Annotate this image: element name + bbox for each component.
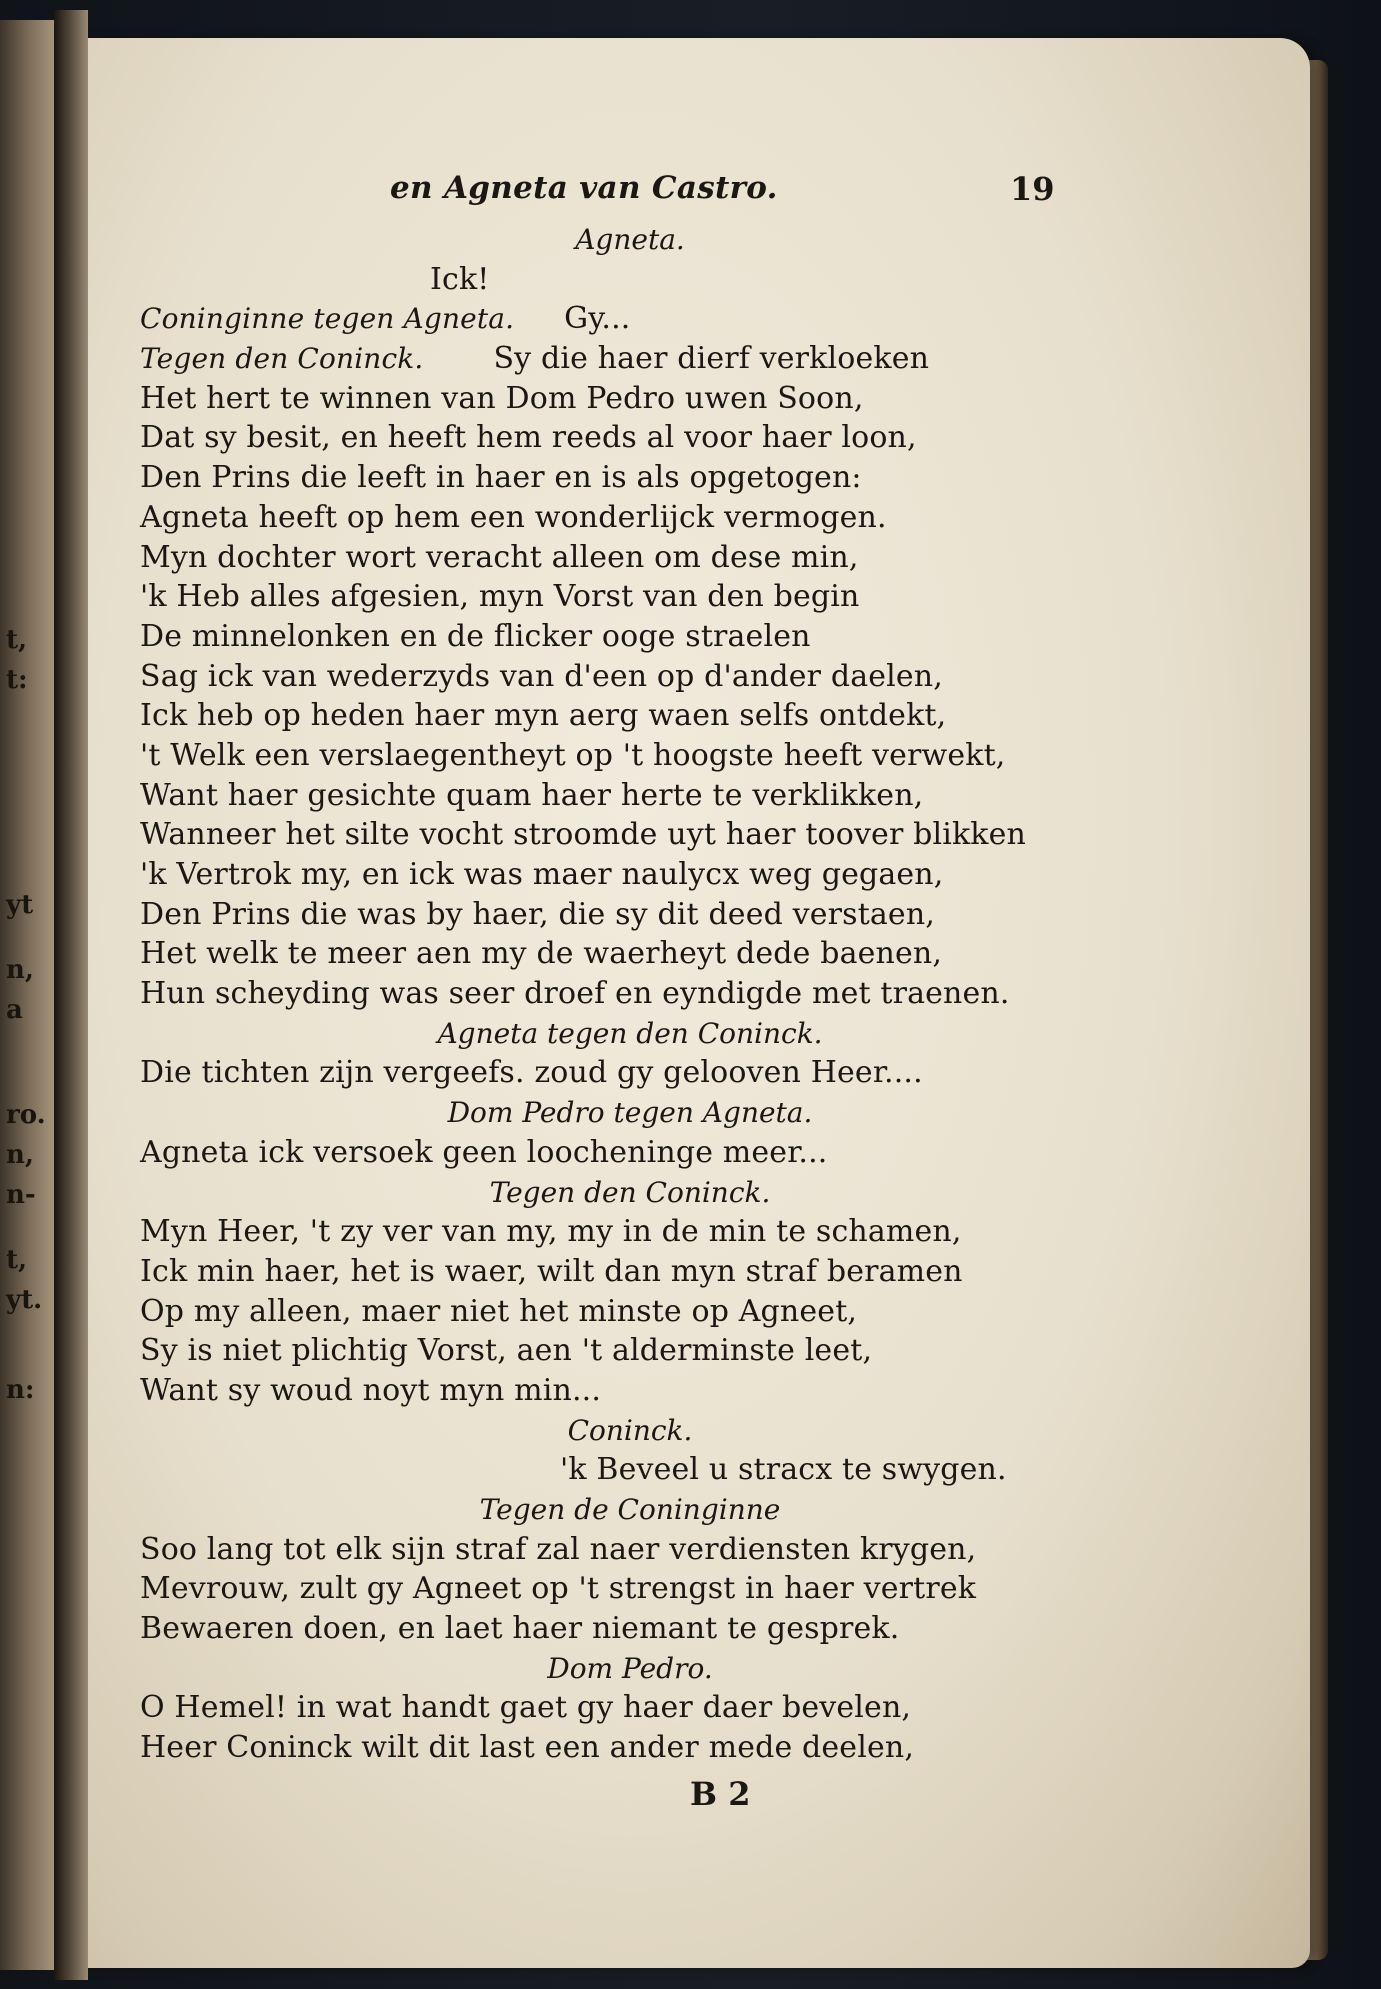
verse-line: Sy is niet plichtig Vorst, aen 't alderminste leet,: [140, 1333, 873, 1369]
verse-line: Heer Coninck wilt dit last een ander mede deelen,: [140, 1730, 915, 1766]
verse-line: Den Prins die was by haer, die sy dit deed verstaen,: [140, 896, 935, 932]
facing-page-fragment: yt: [6, 890, 34, 920]
verse-line: Op my alleen, maer niet het minste op Agneet,: [140, 1293, 858, 1329]
page-number: 19: [1010, 170, 1055, 208]
facing-page-fragment: t,: [6, 625, 28, 655]
facing-page-fragment: ro.: [6, 1100, 46, 1130]
verse-line: Het hert te winnen van Dom Pedro uwen Soon,: [140, 380, 864, 416]
page-header: [140, 170, 1250, 220]
book-gutter: [54, 10, 88, 1980]
running-head: en Agneta van Castro.: [390, 170, 778, 206]
speaker-heading: Agneta.: [575, 223, 685, 256]
verse-line: Ick min haer, het is waer, wilt dan myn straf beramen: [140, 1253, 963, 1289]
verse-line-with-speaker: [140, 299, 1250, 339]
verse-line: Ick heb op heden haer myn aerg waen selfs ontdekt,: [140, 698, 947, 734]
verse-line: De minnelonken en de flicker ooge straelen: [140, 618, 811, 654]
verse-line: Agneta heeft op hem een wonderlijck vermogen.: [140, 499, 887, 535]
speaker-heading: Tegen den Coninck.: [489, 1175, 771, 1209]
facing-page-fragment: a: [6, 995, 23, 1025]
facing-page-fragment: n,: [6, 1140, 34, 1170]
verse-line: Want sy woud noyt myn min...: [140, 1372, 602, 1408]
verse-line: Sag ick van wederzyds van d'een op d'ander daelen,: [140, 658, 943, 694]
signature-mark: B 2: [690, 1774, 751, 1813]
page-text: [140, 170, 1250, 1814]
verse-line: Myn dochter wort veracht alleen om dese min,: [140, 539, 859, 575]
verse-line: 'k Heb alles afgesien, myn Vorst van den begin: [140, 579, 860, 615]
verse-line: 't Welk een verslaegentheyt op 't hoogste heeft verwekt,: [140, 737, 1006, 773]
inline-speaker: Tegen den Coninck.: [140, 342, 424, 376]
inline-speaker: Coninginne tegen Agneta.: [140, 302, 515, 336]
speaker-heading: Coninck.: [567, 1413, 693, 1447]
verse-line: Mevrouw, zult gy Agneet op 't strengst in haer vertrek: [140, 1571, 977, 1607]
facing-page-fragment: yt.: [6, 1285, 43, 1315]
verse-line: Ick!: [430, 261, 490, 297]
verse-line: O Hemel! in wat handt gaet gy haer daer bevelen,: [140, 1690, 912, 1726]
verse-text: Sy die haer dierf verkloeken: [493, 341, 930, 377]
verse-line: Die tichten zijn vergeefs. zoud gy gelooven Heer....: [140, 1055, 923, 1091]
verse-line: Het welk te meer aen my de waerheyt dede baenen,: [140, 936, 943, 972]
verse-line: Bewaeren doen, en laet haer niemant te gesprek.: [140, 1611, 900, 1647]
verse-line: 'k Vertrok my, en ick was maer naulycx weg gegaen,: [140, 857, 944, 892]
speaker-heading: Dom Pedro.: [547, 1651, 713, 1685]
verse-line: 'k Beveel u stracx te swygen.: [560, 1452, 1007, 1488]
verse-line-with-speaker: [140, 339, 1250, 379]
verse-line: Hun scheyding was seer droef en eyndigde met traenen.: [140, 976, 1010, 1012]
facing-page-fragment: t:: [6, 665, 28, 695]
facing-page-fragment: n-: [6, 1180, 36, 1210]
facing-page-fragment: n:: [6, 1375, 35, 1405]
verse-line: Dat sy besit, en heeft hem reeds al voor haer loon,: [140, 420, 917, 456]
facing-page-fragment: t,: [6, 1245, 28, 1275]
verse-line: Wanneer het silte vocht stroomde uyt haer toover blikken: [140, 817, 1027, 853]
speaker-heading: Tegen de Coninginne: [479, 1493, 781, 1526]
verse-line: Den Prins die leeft in haer en is als opgetogen:: [140, 460, 862, 496]
verse-line: Want haer gesichte quam haer herte te verklikken,: [140, 777, 924, 813]
verse-lines: [140, 220, 1250, 1768]
speaker-heading: Dom Pedro tegen Agneta.: [447, 1096, 813, 1130]
verse-line: Soo lang tot elk sijn straf zal naer verdiensten krygen,: [140, 1531, 977, 1567]
facing-page-fragment: n,: [6, 955, 34, 985]
verse-line: Myn Heer, 't zy ver van my, my in de min te schamen,: [140, 1214, 962, 1250]
verse-text: Gy...: [564, 301, 631, 337]
verse-line: Agneta ick versoek geen loocheninge meer...: [140, 1134, 828, 1170]
speaker-heading: Agneta tegen den Coninck.: [437, 1016, 823, 1050]
